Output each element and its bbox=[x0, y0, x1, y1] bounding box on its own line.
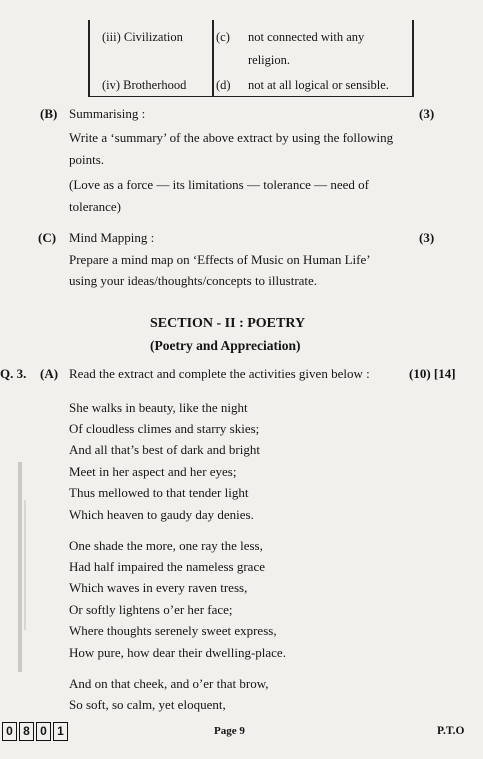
poem-line: Or softly lightens o’er her face; bbox=[69, 602, 233, 617]
poem-line: Had half impaired the nameless grace bbox=[69, 559, 265, 574]
section-c-marks: (3) bbox=[419, 230, 435, 245]
scan-smudge bbox=[24, 500, 26, 630]
poem-line: Which heaven to gaudy day denies. bbox=[69, 507, 254, 522]
poem-line: Which waves in every raven tress, bbox=[69, 580, 248, 595]
match-table bbox=[88, 20, 414, 97]
section-c-title: Mind Mapping : bbox=[69, 230, 155, 245]
paper-code-digit: 0 bbox=[2, 722, 17, 741]
poem-line: Thus mellowed to that tender light bbox=[69, 485, 249, 500]
poem-line: So soft, so calm, yet eloquent, bbox=[69, 697, 226, 712]
match-right-c-line1: not connected with any bbox=[248, 30, 365, 44]
match-label-d: (d) bbox=[216, 78, 231, 92]
poem-line: Of cloudless climes and starry skies; bbox=[69, 421, 260, 436]
match-right-d: not at all logical or sensible. bbox=[248, 78, 389, 92]
section-b-line: (Love as a force — its limitations — tolerance — need of bbox=[69, 177, 369, 192]
match-right-c-line2: religion. bbox=[248, 53, 291, 67]
poem-line: How pure, how dear their dwelling-place. bbox=[69, 645, 286, 660]
poem-line: Meet in her aspect and her eyes; bbox=[69, 464, 237, 479]
section-heading: SECTION - II : POETRY bbox=[150, 316, 306, 331]
section-c-label: (C) bbox=[38, 230, 57, 245]
section-b-line: tolerance) bbox=[69, 199, 121, 214]
match-label-c: (c) bbox=[216, 30, 230, 44]
paper-code-boxes bbox=[2, 722, 70, 741]
poem-line: Where thoughts serenely sweet express, bbox=[69, 623, 277, 638]
poem-line: One shade the more, one ray the less, bbox=[69, 538, 263, 553]
question-marks: (10) [14] bbox=[409, 366, 456, 381]
section-b-line: Write a ‘summary’ of the above extract by using the following bbox=[69, 130, 394, 145]
section-subheading: (Poetry and Appreciation) bbox=[150, 338, 301, 353]
question-part: (A) bbox=[40, 366, 59, 381]
section-b-title: Summarising : bbox=[69, 106, 146, 121]
section-b-line: points. bbox=[69, 152, 105, 167]
section-c-line: using your ideas/thoughts/concepts to illustrate. bbox=[69, 273, 318, 288]
match-left-iv: (iv) Brotherhood bbox=[102, 78, 187, 92]
paper-code-digit: 0 bbox=[36, 722, 51, 741]
question-number: Q. 3. bbox=[0, 366, 27, 381]
question-instruction: Read the extract and complete the activities given below : bbox=[69, 366, 370, 381]
section-b-marks: (3) bbox=[419, 106, 435, 121]
poem-line: And all that’s best of dark and bright bbox=[69, 442, 260, 457]
paper-code-digit: 1 bbox=[53, 722, 68, 741]
paper-code-digit: 8 bbox=[19, 722, 34, 741]
poem-line: And on that cheek, and o’er that brow, bbox=[69, 676, 269, 691]
poem-line: She walks in beauty, like the night bbox=[69, 400, 248, 415]
page-number: Page 9 bbox=[214, 725, 245, 737]
match-left-iii: (iii) Civilization bbox=[102, 30, 183, 44]
section-c-line: Prepare a mind map on ‘Effects of Music on Human Life’ bbox=[69, 252, 371, 267]
pto-text: P.T.O bbox=[437, 725, 465, 737]
section-b-label: (B) bbox=[40, 106, 58, 121]
scan-smudge bbox=[18, 462, 22, 672]
